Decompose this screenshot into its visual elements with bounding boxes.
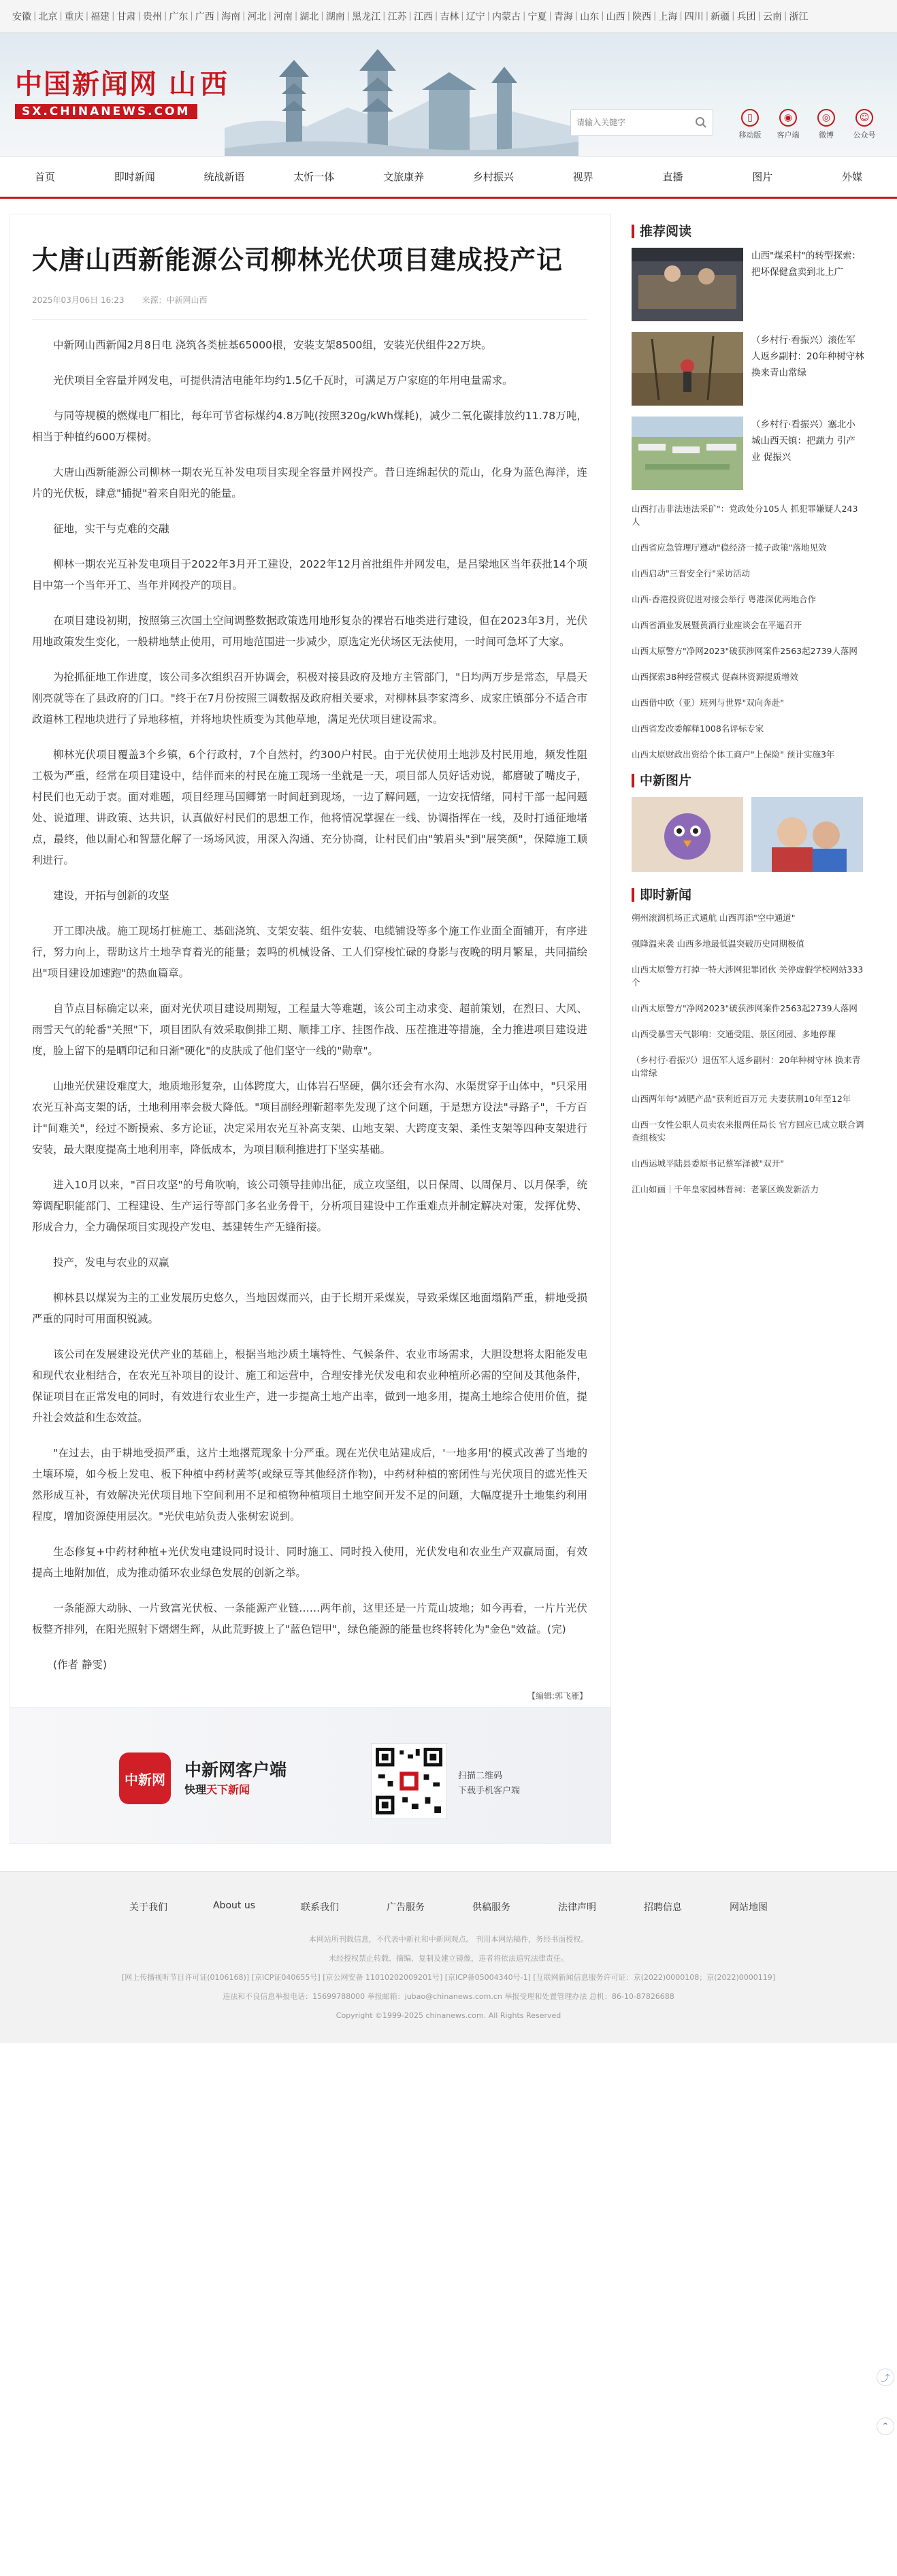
article-paragraph: 该公司在发展建设光伏产业的基础上，根据当地沙质土壤特性、气候条件、农业市场需求，大胆设想将太阳能发电和现代农业相结合，在农光互补项目的设计、施工和运营中，合理安排光伏发电和农业种植所必需的空间及其他条件，保证项目在正常发电的同时，有效进行农业生产，进一步提高土地产出率，做到一地多用，提高土地综合使用价值，提升社会效益和生态效益。 [32, 1348, 587, 1424]
region-link[interactable]: 兵团 [736, 11, 756, 22]
article-paragraph: 建设，开拓与创新的攻坚 [53, 890, 169, 902]
region-link[interactable]: 江西 [413, 11, 433, 22]
article-paragraph: 开工即决战。施工现场打桩施工、基础浇筑、支架安装、组件安装、电缆铺设等多个施工作业面全面铺开，有序进行，努力向上，帮助这片土地孕育着光的能量；轰鸣的机械设备、工人们穿梭忙碌的身影与夜晚的明月繁星，共同描绘出"项目建设加速跑"的热血篇章。 [32, 925, 587, 979]
nav-item[interactable]: 首页 [34, 171, 55, 183]
article-body [32, 335, 587, 1676]
recommend-thumb[interactable] [632, 417, 743, 490]
region-link[interactable]: 河南 [273, 11, 293, 22]
logo-url: SX.CHINANEWS.COM [15, 104, 197, 119]
footer-link[interactable]: 联系我们 [301, 1902, 339, 1913]
instant-list [632, 911, 864, 1196]
footer-text: 本网站所刊载信息，不代表中新社和中新网观点。 刊用本网站稿件，务经书面授权。 [308, 1935, 589, 1944]
phone-icon: ▯ [741, 109, 759, 127]
region-bar [0, 0, 897, 33]
instant-news-link[interactable]: 山西受暴雪天气影响：交通受阻、景区闭园、多地停课 [632, 1029, 836, 1039]
footer-lines [0, 1930, 897, 2025]
region-separator: | [59, 11, 63, 21]
article-paragraph: 一条能源大动脉、一片致富光伏板、一条能源产业链……两年前，这里还是一片荒山坡地；如今再看，一片片光伏板整齐排列，在阳光照射下熠熠生辉，从此荒野披上了"蓝色铠甲"，绿色能源的能量也终将转化为"金色"效益。(完) [32, 1602, 587, 1635]
skyline-illustration [225, 46, 578, 157]
article-paragraph: 征地，实干与克难的交融 [53, 523, 169, 535]
region-separator: | [601, 11, 604, 21]
logo-region: 山西 [169, 69, 231, 100]
footer-text: Copyright ©1999-2025 chinanews.com. All Rights Reserved [336, 2011, 561, 2020]
article-panel [10, 214, 611, 1844]
region-link[interactable]: 辽宁 [466, 11, 485, 22]
footer-text: [网上传播视听节目许可证(0106168)] [京ICP证040655号] [京公网安备 11010202009201号] [京ICP备05004340号-1] [互联网新闻信息服务许可证：京(2022)0000108；京(2022)0000119] [121, 1973, 776, 1982]
news-link[interactable]: 山西打击非法违法采矿"：党政处分105人 抓犯罪嫌疑人243人 [632, 504, 858, 527]
nav-item[interactable]: 直播 [662, 171, 683, 183]
instant-title: 即时新闻 [632, 888, 864, 902]
nav-item[interactable]: 视界 [572, 171, 593, 183]
search-box[interactable] [570, 109, 713, 136]
article-paragraph: 投产，发电与农业的双赢 [53, 1256, 169, 1269]
news-link[interactable]: 山西太原警方"净网2023"破获涉网案件2563起2739人落网 [632, 646, 858, 656]
article-paragraph: 柳林光伏项目覆盖3个乡镇，6个行政村，7个自然村，约300户村民。由于光伏使用土地涉及村民用地，频发性阻工极为严重，经常在项目建设中，结伴而来的村民在施工现场一坐就是一天，项目部人员好话劝说，都磨破了嘴皮子，村民们也无动于衷。面对难题，项目经理马国卿第一时间赶到现场，一边了解问题，一边安抚情绪，同村干部一起问题处、说道理、讲政策、达共识，认真做好村民们的思想工作，他将情况掌握在一线、协调指挥在一线，及时打通征地堵点，最终，他以耐心和智慧化解了一场场风波，用深入沟通、充分协商，让村民们由"皱眉头"到"展笑颜"，保障施工顺利进行。 [32, 749, 587, 866]
share-icon[interactable]: ⤴ [877, 2368, 894, 2386]
region-link[interactable]: 云南 [762, 11, 782, 22]
region-link[interactable]: 湖南 [325, 11, 345, 22]
region-link[interactable]: 重庆 [64, 11, 84, 22]
region-link[interactable]: 浙江 [789, 11, 809, 22]
instant-news-link[interactable]: 山西运城平陆县委原书记蔡军泽被"双开" [632, 1158, 784, 1169]
wechat-icon: ☺ [855, 109, 873, 127]
region-separator: | [487, 11, 491, 21]
article-paragraph: 为抢抓征地工作进度，该公司多次组织召开协调会，积极对接县政府及地方主管部门，"日均两万步是常态，早晨天刚亮就等在了县政府的门口。"终于在7月份按照三调数据及政府相关要求，对柳林县李家湾乡、成家庄镇部分不适合市政道林工程地块进行了异地移植，并将地块性质变为其他草地，满足光伏项目建设需求。 [32, 671, 587, 725]
search-input[interactable] [576, 118, 685, 127]
article-paragraph: 柳林一期农光互补发电项目于2022年3月开工建设，2022年12月首批组件并网发电，是吕梁地区当年获批14个项目中第一个当年开工、当年并网投产的项目。 [32, 558, 587, 591]
footer-link[interactable]: 供稿服务 [472, 1902, 510, 1913]
region-separator: | [163, 11, 167, 21]
mobile-label: 移动版 [738, 131, 762, 140]
region-link[interactable]: 江苏 [387, 11, 407, 22]
region-separator: | [523, 11, 526, 21]
logo-text: 中国新闻网 [15, 68, 158, 100]
article-paragraph: 进入10月以来，"百日攻坚"的号角吹响，该公司领导挂帅出征，成立攻坚组，以日保周、以周保月、以月保季，统筹调配职能部门、工程建设、生产运行等部门多名业务骨干，分析项目建设中工作重难点并制定解决对策，发挥优势、形成合力，全力确保项目实现投产发电、基建转生产无缝衔接。 [32, 1179, 587, 1233]
region-separator: | [783, 11, 787, 21]
footer-link[interactable]: 网站地图 [730, 1902, 768, 1913]
region-link[interactable]: 海南 [221, 11, 241, 22]
region-link[interactable]: 陕西 [632, 11, 651, 22]
article-paragraph: 大唐山西新能源公司柳林一期农光互补发电项目实现全容量并网投产。昔日连绵起伏的荒山，化身为蓝色海洋，连片的光伏板，肆意"捕捉"着来自阳光的能量。 [32, 466, 587, 500]
footer-text: 违法和不良信息举报电话：15699788000 举报邮箱：jubao@chinanews.com.cn 举报受理和处置管理办法 总机：86-10-87826688 [223, 1992, 674, 2001]
footer-link[interactable]: 法律声明 [558, 1902, 596, 1913]
site-logo[interactable] [15, 63, 231, 119]
region-separator: | [85, 11, 89, 21]
nav-item[interactable]: 太忻一体 [293, 171, 335, 183]
instant-news-link[interactable]: （乡村行·看振兴）退伍军人返乡副村：20年种树守林 换来青山常绿 [632, 1055, 861, 1078]
recommend-item[interactable] [632, 417, 864, 490]
qr-line1: 扫描二维码 [458, 1771, 503, 1781]
news-link[interactable]: 山西省发改委解释1008名评标专家 [632, 723, 764, 734]
article-title: 大唐山西新能源公司柳林光伏项目建成投产记 [32, 245, 564, 275]
region-link[interactable]: 山西 [606, 11, 625, 22]
region-separator: | [653, 11, 657, 21]
article-paragraph: 在项目建设初期，按照第三次国土空间调整数据政策选用地形复杂的裸岩石地类进行建设，但在2023年3月，光伏用地政策发生变化，一般耕地禁止使用，可用地范围进一步减少，原选定光伏场区无法使用，一时间可急坏了大家。 [32, 615, 587, 648]
region-separator: | [549, 11, 552, 21]
region-separator: | [434, 11, 438, 21]
region-link[interactable]: 甘肃 [116, 11, 136, 22]
qr-line2: 下载手机客户端 [458, 1786, 521, 1796]
instant-news-link[interactable]: 强降温来袭 山西多地最低温突破历史同期极值 [632, 939, 804, 949]
nav-item[interactable]: 即时新闻 [114, 171, 155, 183]
footer-text: 未经授权禁止转载、摘编、复制及建立镜像，违者将依法追究法律责任。 [329, 1954, 568, 1963]
region-link[interactable]: 上海 [658, 11, 678, 22]
region-link[interactable]: 吉林 [440, 11, 459, 22]
weibo-link[interactable] [811, 109, 841, 140]
region-separator: | [321, 11, 324, 21]
article-editor: 【编辑:郭飞雁】 [527, 1691, 587, 1701]
weibo-label: 微博 [819, 131, 834, 140]
instant-news-link[interactable]: 山西一女性公职人员卖农来报两任局长 官方回应已成立联合调查组核实 [632, 1120, 864, 1143]
mobile-link[interactable] [735, 109, 765, 140]
nav-item[interactable]: 统战新语 [203, 171, 245, 183]
region-link[interactable]: 湖北 [299, 11, 319, 22]
client-link[interactable] [773, 109, 803, 140]
app-slogan-a: 快理 [184, 1783, 207, 1796]
article-source: 来源：中新网山西 [142, 295, 208, 305]
footer-link[interactable]: 关于我们 [129, 1902, 167, 1913]
footer-link[interactable]: 招聘信息 [644, 1902, 682, 1913]
region-separator: | [732, 11, 735, 21]
nav-item[interactable]: 乡村振兴 [472, 171, 514, 183]
region-separator: | [627, 11, 630, 21]
article-paragraph: (作者 静雯) [53, 1659, 108, 1671]
region-separator: | [137, 11, 141, 21]
instant-news-link[interactable]: 江山如画｜千年皇家园林晋祠：老篆区焕发新活力 [632, 1184, 819, 1194]
region-separator: | [112, 11, 115, 21]
app-slogan-b: 天下新闻 [206, 1783, 250, 1796]
article-paragraph: "在过去，由于耕地受损严重，这片土地撂荒现象十分严重。现在光伏电站建成后，'一地多用'的模式改善了当地的土壤环境，如今板上发电、板下种植中药材黄芩(或绿豆等其他经济作物)，中药材种植的密闭性与光伏项目的遮光性天然形成互补，有效解决光伏项目地下空间利用不足和植物种植项目土地空间开发不足的问题，大幅度提升土地集约利用程度，增加资源使用层次。"光伏电站负责人张树宏说到。 [32, 1447, 587, 1522]
wechat-label: 公众号 [853, 131, 876, 140]
region-link[interactable]: 北京 [38, 11, 58, 22]
recommend-title: 推荐阅读 [632, 225, 864, 238]
article-paragraph: 中新网山西新闻2月8日电 浇筑各类桩基65000根，安装支架8500组，安装光伏组件22万块。 [53, 339, 492, 351]
recommend-item[interactable] [632, 248, 864, 321]
region-separator: | [705, 11, 709, 21]
news-link[interactable]: 山西省酒业发展暨黄酒行业座谈会在平遥召开 [632, 620, 802, 630]
article-meta [32, 294, 587, 320]
photo-thumb[interactable] [632, 797, 743, 872]
region-separator: | [461, 11, 464, 21]
recommend-thumb[interactable] [632, 332, 743, 406]
region-separator: | [346, 11, 350, 21]
region-separator: | [382, 11, 386, 21]
region-link[interactable]: 宁夏 [527, 11, 547, 22]
main-nav [0, 157, 897, 199]
recommend-thumb[interactable] [632, 248, 743, 321]
region-link[interactable]: 福建 [91, 11, 110, 22]
region-link[interactable]: 广东 [169, 11, 189, 22]
footer-links [0, 1900, 897, 1914]
region-link[interactable]: 广西 [195, 11, 214, 22]
article-paragraph: 光伏项目全容量并网发电，可提供清洁电能年均约1.5亿千瓦时，可满足万户家庭的年用电量需求。 [53, 374, 513, 387]
region-link[interactable]: 黑龙江 [352, 11, 381, 22]
region-link[interactable]: 安徽 [12, 11, 31, 22]
region-link[interactable]: 新疆 [711, 11, 730, 22]
region-separator: | [679, 11, 683, 21]
article-paragraph: 柳林县以煤炭为主的工业发展历史悠久，当地因煤而兴，由于长期开采煤炭，导致采煤区地面塌陷严重，耕地受损严重的同时可用面积锐减。 [32, 1292, 587, 1325]
recommend-item[interactable] [632, 332, 864, 406]
article-paragraph: 山地光伏建设难度大，地质地形复杂，山体跨度大，山体岩石坚硬，偶尔还会有水沟、水渠贯穿于山体中，"只采用农光互补高支架的话，土地利用率会极大降低。"项目副经理靳超率先发现了这个问题，于是想方设法"寻路子"，千方百计"间难关"，经过不断摸索、多方论证，决定采用农光互补高支架、山地支架、大跨度支架、柔性支架等四种支架进行安装，最大限度提高土地利用率，降低成本，为项目顺利推进打下坚实基础。 [32, 1080, 587, 1156]
region-separator: | [242, 11, 246, 21]
photo-title: 中新图片 [632, 774, 864, 787]
article-paragraph: 自节点目标确定以来，面对光伏项目建设周期短，工程量大等难题，该公司主动求变、超前策划，在烈日、大风、雨雪天气的轮番"关照"下，项目团队有效采取倒排工期、顺排工序、挂图作战、压茬推进等措施，全力推进项目建设进度，脸上留下的是晒印记和日渐"硬化"的皮肤成了他们坚守一线的"勋章"。 [32, 1002, 587, 1057]
nav-item[interactable]: 文旅康养 [383, 171, 425, 183]
client-label: 客户端 [777, 131, 800, 140]
app-slogan [184, 1781, 250, 1797]
news-link[interactable]: 山西探索38种经营模式 促森林资源提质增效 [632, 672, 798, 682]
news-link[interactable]: 山西启动"三晋安全行"采访活动 [632, 568, 750, 578]
app-name: 中新网客户端 [184, 1760, 287, 1780]
instant-news-link[interactable]: 山西太原警方打掉一特大涉网犯罪团伙 关停虚假学校网站333个 [632, 964, 864, 988]
region-separator: | [33, 11, 37, 21]
region-link[interactable]: 四川 [684, 11, 704, 22]
photo-thumb[interactable] [751, 797, 863, 872]
article-date: 2025年03月06日 16:23 [32, 295, 125, 305]
article-paragraph: 与同等规模的燃煤电厂相比，每年可节省标煤约4.8万吨(按照320g/kWh煤耗)，减少二氧化碳排放约11.78万吨，相当于种植约600万棵树。 [32, 410, 587, 443]
region-link[interactable]: 内蒙古 [492, 11, 521, 22]
footer-link[interactable]: 广告服务 [387, 1902, 425, 1913]
app-logo: 中新网 [119, 1752, 171, 1804]
region-link[interactable]: 山东 [580, 11, 600, 22]
search-icon[interactable] [695, 116, 707, 129]
region-link[interactable]: 河北 [247, 11, 267, 22]
news-link[interactable]: 山西借中欧（亚）班列与世界"双向奔赴" [632, 698, 784, 708]
recommend-text[interactable]: （乡村行·看振兴）滚佐军人返乡副村：20年种树守林 换来青山常绿 [751, 335, 864, 378]
float-tools [877, 2368, 897, 2466]
region-separator: | [757, 11, 761, 21]
footer-link[interactable]: About us [212, 1900, 255, 1911]
region-separator: | [408, 11, 412, 21]
region-separator: | [216, 11, 220, 21]
recommend-text[interactable]: （乡村行·看振兴）塞北小城山西天镇：把蔬力 引产业 促振兴 [751, 419, 855, 463]
photo-row [632, 797, 864, 872]
header-icons [735, 109, 879, 140]
site-footer [0, 1871, 897, 2043]
instant-news-link[interactable]: 山西两年每"减肥产品"获利近百万元 夫妻获刑10年至12年 [632, 1094, 851, 1104]
weibo-icon: ◎ [817, 109, 835, 127]
news-link[interactable]: 山西省应急管理厅遵动"稳经济一揽子政策"落地见效 [632, 542, 827, 553]
instant-news-link[interactable]: 朔州滚润机场正式通航 山西再添"空中通道" [632, 913, 796, 923]
region-link[interactable]: 贵州 [142, 11, 162, 22]
app-promo [10, 1707, 610, 1843]
site-header [0, 33, 897, 157]
news-list [632, 502, 864, 761]
region-separator: | [268, 11, 272, 21]
qr-text [458, 1769, 520, 1799]
recommend-text[interactable]: 山西"煤采村"的转型探索：把坏保健盒卖到北上广 [751, 250, 861, 278]
wechat-link[interactable] [849, 109, 879, 140]
region-link[interactable]: 青海 [553, 11, 573, 22]
article-paragraph: 生态修复+中药材种植+光伏发电建设同时设计、同时施工、同时投入使用，光伏发电和农业生产双赢局面，有效提高土地附加值，成为推动循环农业绿色发展的创新之举。 [32, 1546, 587, 1579]
sidebar [632, 225, 864, 1844]
nav-item[interactable]: 外媒 [842, 171, 863, 183]
news-link[interactable]: 山西-香港投资促进对接会举行 粤港深优两地合作 [632, 594, 816, 604]
instant-news-link[interactable]: 山西太原警方"净网2023"破获涉网案件2563起2739人落网 [632, 1003, 858, 1013]
region-separator: | [294, 11, 298, 21]
client-icon: ◉ [779, 109, 797, 127]
news-link[interactable]: 山西太原财政出资给个体工商户"上保险" 预计实施3年 [632, 749, 835, 760]
top-icon[interactable]: ⌃ [877, 2417, 894, 2435]
region-separator: | [190, 11, 193, 21]
nav-item[interactable]: 图片 [752, 171, 773, 183]
region-separator: | [574, 11, 578, 21]
qr-code [371, 1743, 447, 1819]
